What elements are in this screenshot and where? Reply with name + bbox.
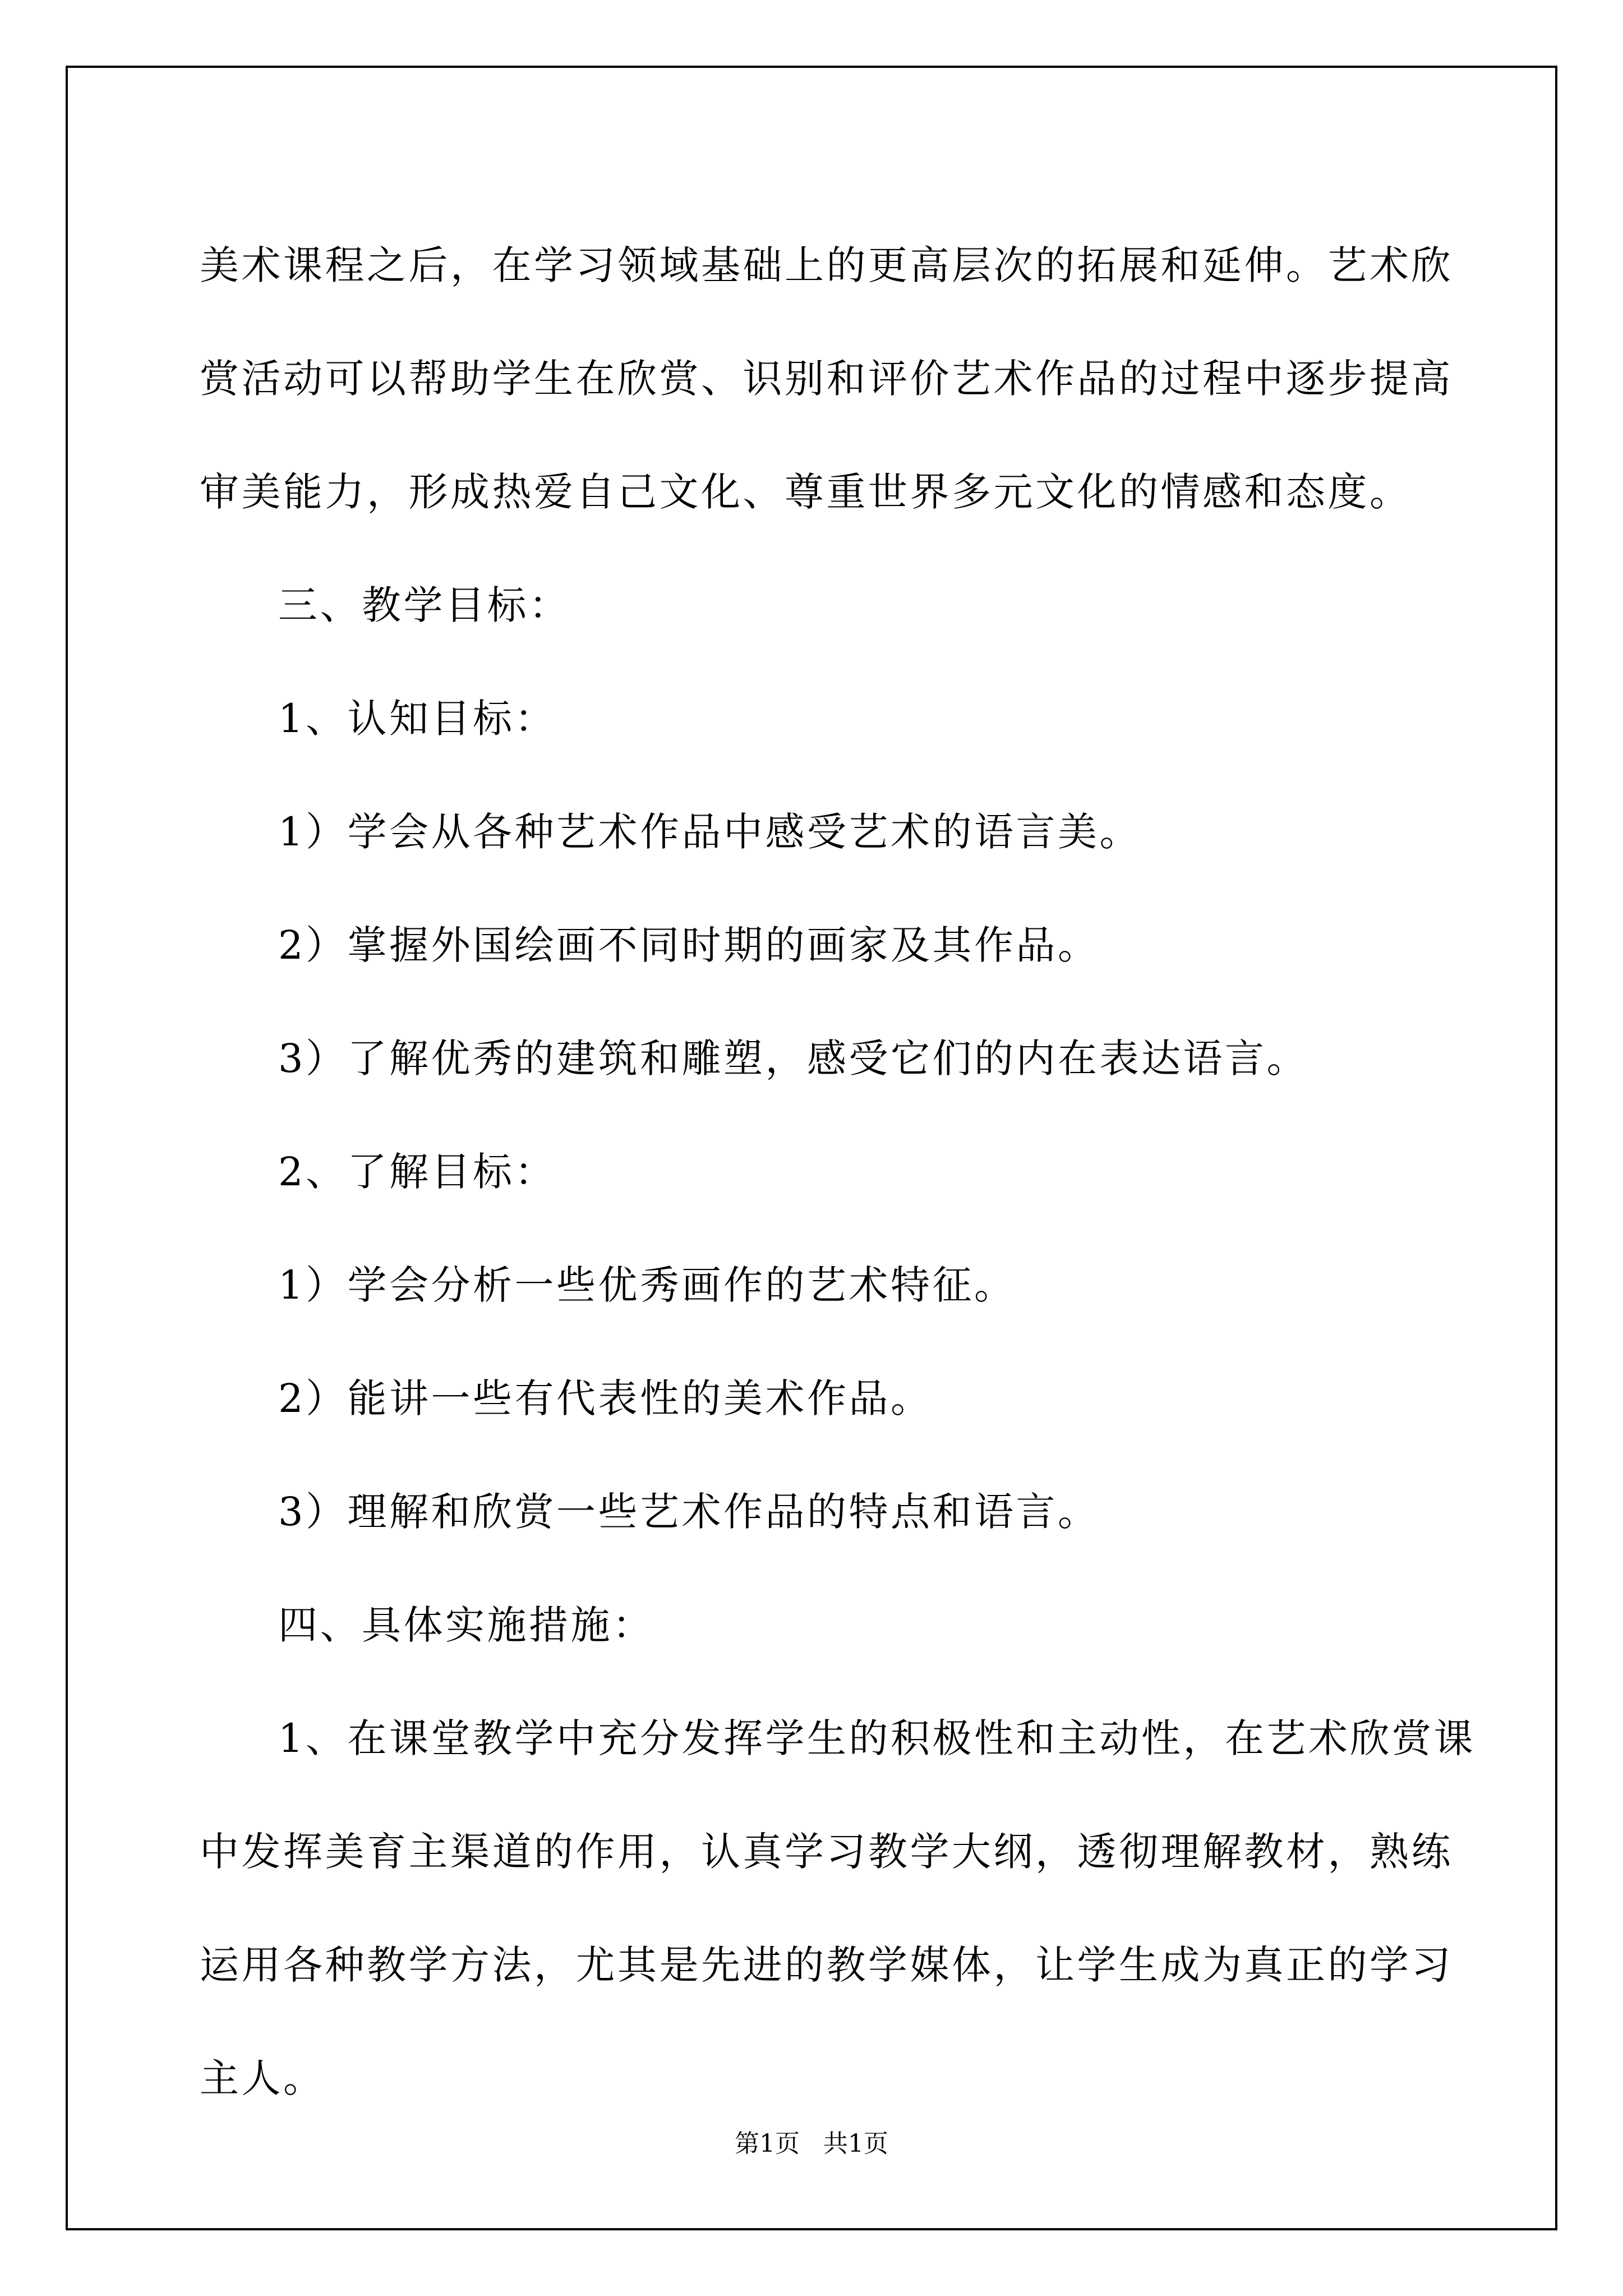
section-heading: 四、具体实施措施： [278,1602,654,1648]
page-number: 第1页 [735,2129,800,2158]
list-item: 1）学会分析一些优秀画作的艺术特征。 [278,1262,1016,1308]
list-item: 1）学会从各种艺术作品中感受艺术的语言美。 [278,809,1142,855]
list-item: 3）了解优秀的建筑和雕塑，感受它们的内在表达语言。 [278,1036,1309,1082]
document-body [200,209,1476,2135]
paragraph-line: 美术课程之后，在学习领域基础上的更高层次的拓展和延伸。艺术欣 [200,242,1453,288]
list-item: 3）理解和欣赏一些艺术作品的特点和语言。 [278,1489,1100,1535]
paragraph-line: 中发挥美育主渠道的作用，认真学习教学大纲，透彻理解教材，熟练 [200,1829,1453,1875]
page-footer [0,2127,1623,2161]
paragraph-line: 主人。 [200,2055,325,2101]
paragraph-line: 1、在课堂教学中充分发挥学生的积极性和主动性，在艺术欣赏课 [278,1715,1476,1761]
paragraph-line: 运用各种教学方法，尤其是先进的教学媒体，让学生成为真正的学习 [200,1942,1453,1988]
page-total: 共1页 [823,2129,888,2158]
list-item: 2）能讲一些有代表性的美术作品。 [278,1375,933,1421]
paragraph-line: 审美能力，形成热爱自己文化、尊重世界多元文化的情感和态度。 [200,469,1412,515]
subsection-heading: 2、了解目标： [278,1149,557,1195]
list-item: 2）掌握外国绘画不同时期的画家及其作品。 [278,922,1100,968]
section-heading: 三、教学目标： [278,582,571,628]
subsection-heading: 1、认知目标： [278,696,557,742]
paragraph-line: 赏活动可以帮助学生在欣赏、识别和评价艺术作品的过程中逐步提高 [200,356,1453,402]
